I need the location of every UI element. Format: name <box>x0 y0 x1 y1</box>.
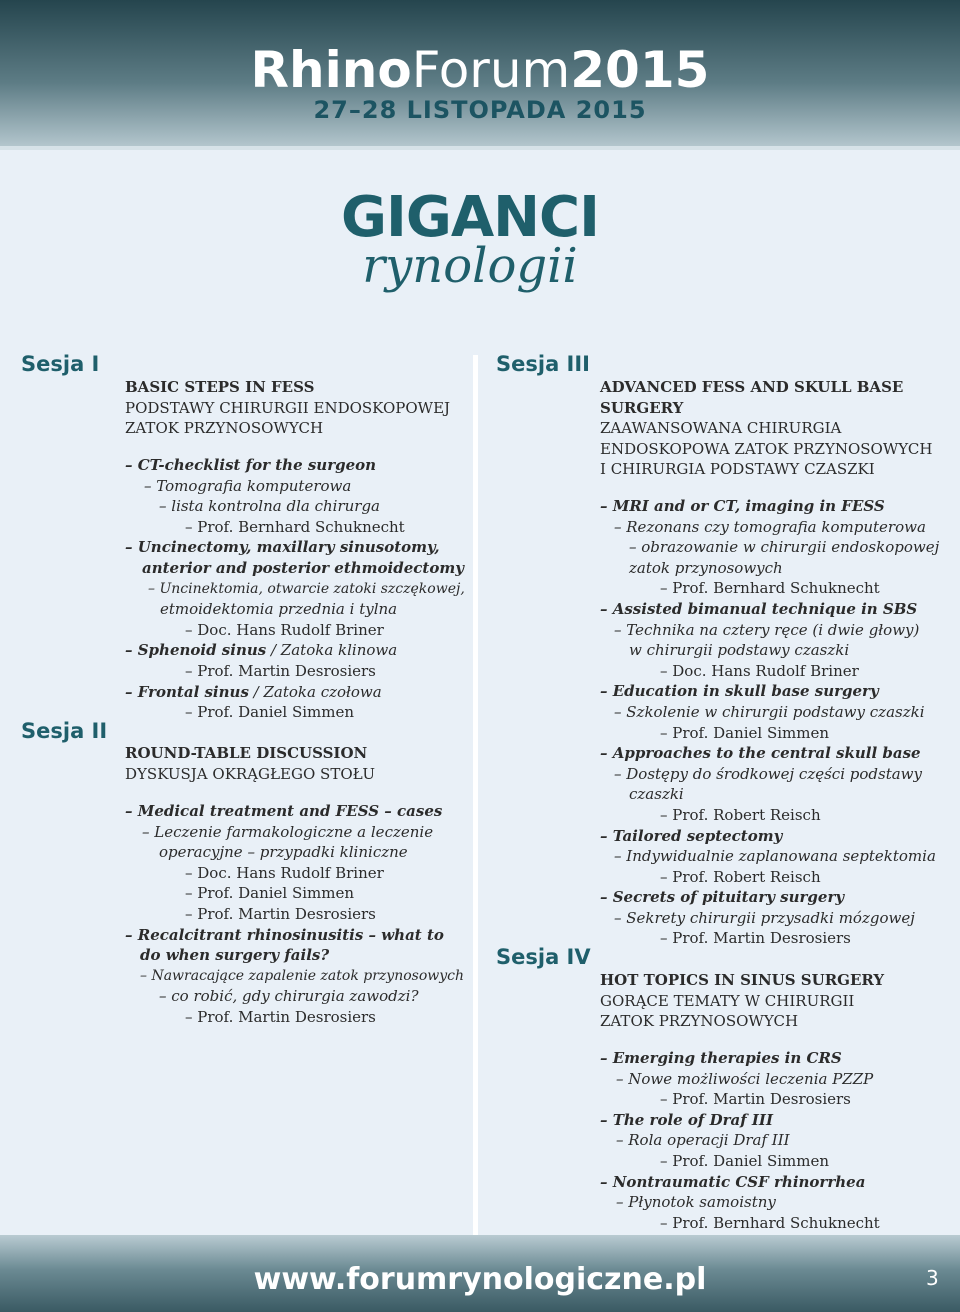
session-2-label: Sesja II <box>21 719 108 743</box>
talk-title-pl: – Uncinektomia, otwarcie zatoki szczękowej, <box>148 580 465 597</box>
session-3-label: Sesja III <box>496 352 590 376</box>
speaker: – Prof. Bernhard Schuknecht <box>660 579 880 598</box>
session-1-label: Sesja I <box>21 352 100 376</box>
talk-title-en: – Uncinectomy, maxillary sinusotomy, <box>125 538 440 557</box>
logo-rynologii: rynologii <box>362 238 578 294</box>
talk-title-pl: – obrazowanie w chirurgii endoskopowej <box>629 538 940 557</box>
session-title: HOT TOPICS IN SINUS SURGERY <box>600 971 885 989</box>
speaker: – Prof. Daniel Simmen <box>660 1151 830 1170</box>
talk-title-en: – Medical treatment and FESS – cases <box>125 802 443 820</box>
session-title: BASIC STEPS IN FESS <box>125 378 315 396</box>
session-subtitle: I CHIRURGIA PODSTAWY CZASZKI <box>600 460 875 479</box>
brand-rhino: Rhino <box>250 41 412 99</box>
talk-title-pl: – Płynotok samoistny <box>616 1193 776 1212</box>
talk-title-pl: – Sekrety chirurgii przysadki mózgowej <box>614 908 915 927</box>
page-number: 3 <box>926 1266 939 1290</box>
session-subtitle: DYSKUSJA OKRĄGŁEGO STOŁU <box>125 764 376 783</box>
session-subtitle: ZATOK PRZYNOSOWYCH <box>125 419 324 438</box>
talk-title-en: – Nontraumatic CSF rhinorrhea <box>600 1172 866 1191</box>
talk-title-en: anterior and posterior ethmoidectomy <box>142 558 464 577</box>
talk-title-en: – Approaches to the central skull base <box>600 744 921 763</box>
session-4-heading <box>600 970 955 1032</box>
event-brand <box>0 41 960 99</box>
session-subtitle: PODSTAWY CHIRURGII ENDOSKOPOWEJ <box>125 398 451 417</box>
talk-title-pl: – Technika na cztery ręce (i dwie głowy) <box>614 620 920 639</box>
talk-title-pl: – Rola operacji Draf III <box>616 1131 790 1150</box>
website-link[interactable]: www.forumrynologiczne.pl <box>253 1262 707 1297</box>
session-3-program <box>600 496 955 949</box>
session-1-heading <box>125 377 480 439</box>
talk-title-pl: – Szkolenie w chirurgii podstawy czaszki <box>614 702 925 721</box>
talk-title-pl: / Zatoka klinowa <box>266 641 398 660</box>
session-title: ADVANCED FESS AND SKULL BASE <box>600 378 904 396</box>
talk-title-en: – Frontal sinus <box>125 682 249 701</box>
event-dates: 27–28 LISTOPADA 2015 <box>313 96 647 124</box>
talk-title-en: – Education in skull base surgery <box>600 682 879 701</box>
speaker: – Prof. Bernhard Schuknecht <box>660 1213 880 1232</box>
talk-title-pl: – Tomografia komputerowa <box>144 476 352 495</box>
talk-title-en: – The role of Draf III <box>600 1110 773 1129</box>
speaker: – Prof. Bernhard Schuknecht <box>185 517 405 536</box>
talk-title-pl: – Nawracające zapalenie zatok przynosowych <box>140 967 465 984</box>
talk-line <box>125 640 480 661</box>
session-4-program <box>600 1048 955 1233</box>
session-subtitle: GORĄCE TEMATY W CHIRURGII <box>600 991 855 1010</box>
speaker: – Doc. Hans Rudolf Briner <box>185 620 384 639</box>
talk-title-pl: – Leczenie farmakologiczne a leczenie <box>142 822 434 841</box>
header-divider <box>0 146 960 150</box>
talk-title-pl: – Dostępy do środkowej części podstawy <box>614 764 922 783</box>
speaker: – Doc. Hans Rudolf Briner <box>660 661 859 680</box>
session-1-program <box>125 455 480 723</box>
talk-title-en: – Recalcitrant rhinosinusitis – what to <box>125 925 444 944</box>
session-title: SURGERY <box>600 398 684 417</box>
talk-title-en: do when surgery fails? <box>140 946 330 965</box>
speaker: – Prof. Martin Desrosiers <box>660 1090 851 1109</box>
talk-title-pl: w chirurgii podstawy czaszki <box>629 641 850 660</box>
talk-title-pl: / Zatoka czołowa <box>248 682 382 701</box>
talk-title-pl: – co robić, gdy chirurgia zawodzi? <box>159 987 419 1006</box>
talk-title-pl: etmoidektomia przednia i tylna <box>160 600 398 619</box>
talk-title-en: – Emerging therapies in CRS <box>600 1049 842 1067</box>
speaker: – Prof. Martin Desrosiers <box>660 929 851 948</box>
talk-line <box>125 682 480 703</box>
speaker: – Doc. Hans Rudolf Briner <box>185 863 384 882</box>
speaker: – Prof. Martin Desrosiers <box>185 904 376 923</box>
session-3-heading <box>600 377 955 480</box>
talk-title-pl: – Nowe możliwości leczenia PZZP <box>616 1069 874 1088</box>
session-subtitle: ZATOK PRZYNOSOWYCH <box>600 1012 799 1031</box>
logo-giganci: GIGANCI <box>341 185 599 250</box>
brand-forum: Forum <box>411 41 571 99</box>
speaker: – Prof. Martin Desrosiers <box>185 661 376 680</box>
session-title: ROUND-TABLE DISCUSSION <box>125 744 368 762</box>
talk-title-en: – CT-checklist for the surgeon <box>125 456 377 474</box>
talk-title-en: – Sphenoid sinus <box>125 641 267 660</box>
talk-title-pl: czaszki <box>629 785 684 804</box>
speaker: – Prof. Martin Desrosiers <box>185 1007 376 1026</box>
session-4-label: Sesja IV <box>496 945 591 969</box>
speaker: – Prof. Robert Reisch <box>660 805 821 824</box>
talk-title-en: – Assisted bimanual technique in SBS <box>600 599 918 618</box>
brand-year: 2015 <box>570 41 710 99</box>
speaker: – Prof. Daniel Simmen <box>185 884 355 903</box>
session-2-program <box>125 801 480 1028</box>
talk-title-pl: – lista kontrolna dla chirurga <box>159 497 380 516</box>
talk-title-en: – Secrets of pituitary surgery <box>600 888 845 907</box>
speaker: – Prof. Daniel Simmen <box>185 703 355 722</box>
talk-title-pl: – Indywidualnie zaplanowana septektomia <box>614 847 936 866</box>
speaker: – Prof. Daniel Simmen <box>660 723 830 742</box>
session-2-heading <box>125 743 480 784</box>
talk-title-pl: – Rezonans czy tomografia komputerowa <box>614 517 926 536</box>
talk-title-pl: zatok przynosowych <box>629 558 783 577</box>
talk-title-en: – Tailored septectomy <box>600 826 783 845</box>
talk-title-pl: operacyjne – przypadki kliniczne <box>159 843 408 862</box>
session-subtitle: ZAAWANSOWANA CHIRURGIA <box>600 419 842 438</box>
speaker: – Prof. Robert Reisch <box>660 867 821 886</box>
talk-title-en: – MRI and or CT, imaging in FESS <box>600 497 885 515</box>
session-subtitle: ENDOSKOPOWA ZATOK PRZYNOSOWYCH <box>600 439 933 458</box>
